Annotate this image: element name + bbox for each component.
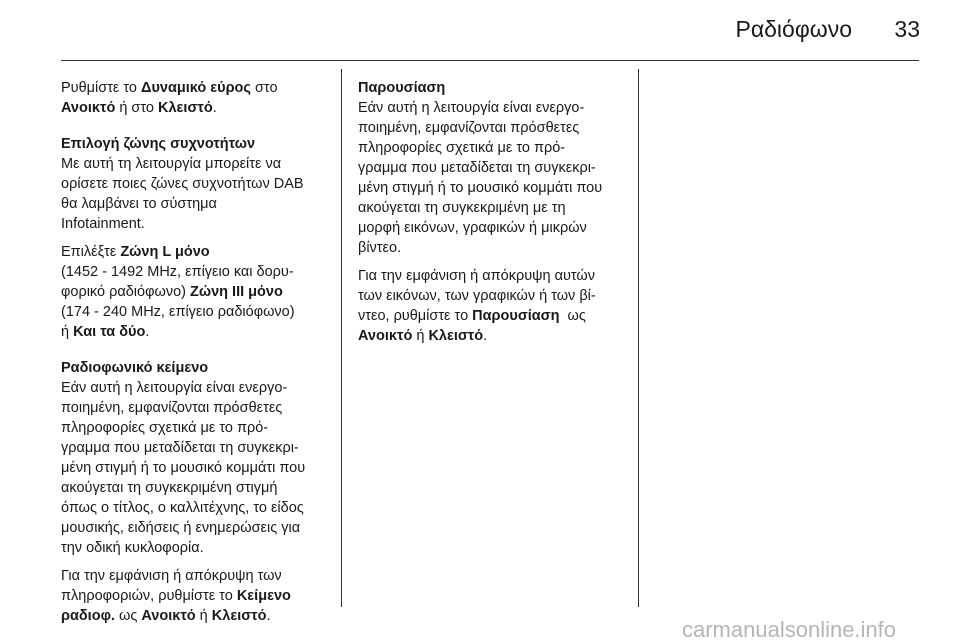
radio-text-section: [61, 358, 333, 558]
option-on: Ανοικτό: [358, 328, 413, 344]
section-heading-band-selection: Επιλογή ζώνης συχνοτήτων: [61, 136, 256, 152]
text-line: Infotainment.: [61, 216, 145, 232]
option-on: Ανοικτό: [141, 608, 196, 624]
text-line: (1452 - 1492 MHz, επίγειο και δορυ-: [61, 264, 294, 280]
dynamic-range-paragraph: [61, 78, 333, 118]
text-line: γραμμα που μεταδίδεται τη συγκεκρι-: [358, 160, 596, 176]
page-header: [0, 0, 960, 64]
text: πληροφοριών, ρυθμίστε το: [61, 588, 237, 604]
page-number: 33: [894, 16, 920, 42]
text: ως: [114, 608, 142, 624]
setting-dynamic-range: Δυναμικό εύρος: [141, 80, 251, 96]
text-line: ποιημένη, εμφανίζονται πρόσθετες: [61, 400, 283, 416]
text: στο: [250, 80, 278, 96]
setting-radio-text: Κείμενο: [236, 588, 291, 604]
text: ή: [412, 328, 429, 344]
text: .: [145, 324, 150, 340]
watermark: carmanualsonline.info: [682, 617, 897, 642]
option-on: Ανοικτό: [61, 100, 116, 116]
radio-text-toggle-paragraph: [61, 566, 333, 626]
text: ή: [61, 324, 74, 340]
setting-slideshow: Παρουσίαση: [472, 308, 560, 324]
band-selection-section: [61, 134, 333, 234]
text-line: θα λαμβάνει το σύστημα: [61, 196, 217, 212]
section-heading-slideshow: Παρουσίαση: [358, 80, 446, 96]
text-line: των εικόνων, των γραφικών ή των βί-: [358, 288, 596, 304]
option-both: Και τα δύο: [73, 324, 146, 340]
setting-radio-text-cont: ραδιοφ.: [61, 608, 115, 624]
text-line: (174 - 240 MHz, επίγειο ραδιόφωνο): [61, 304, 295, 320]
option-off: Κλειστό: [428, 328, 484, 344]
text-line: μένη στιγμή ή το μουσικό κομμάτι που: [358, 180, 603, 196]
text: .: [212, 100, 217, 116]
text: .: [266, 608, 271, 624]
option-band-iii-only: Ζώνη ΙΙΙ μόνο: [190, 284, 283, 300]
text-line: Για την εμφάνιση ή απόκρυψη των: [61, 568, 282, 584]
text-line: Εάν αυτή η λειτουργία είναι ενεργο-: [61, 380, 288, 396]
section-heading-radio-text: Ραδιοφωνικό κείμενο: [61, 360, 209, 376]
text: Επιλέξτε: [61, 244, 121, 260]
option-off: Κλειστό: [211, 608, 267, 624]
text-line: Με αυτή τη λειτουργία μπορείτε να: [61, 156, 282, 172]
slideshow-section: [358, 78, 630, 258]
column-divider-left: [341, 69, 342, 607]
column-middle: [358, 78, 630, 354]
text-line: γραμμα που μεταδίδεται τη συγκεκρι-: [61, 440, 299, 456]
text-line: ακούγεται τη συγκεκριμένη στιγμή: [61, 480, 278, 496]
text-line: όπως ο τίτλος, ο καλλιτέχνης, το είδος: [61, 500, 304, 516]
text-line: μορφή εικόνων, γραφικών ή μικρών: [358, 220, 587, 236]
text: φορικό ραδιόφωνο): [61, 284, 190, 300]
text-line: Εάν αυτή η λειτουργία είναι ενεργο-: [358, 100, 585, 116]
text: Ρυθμίστε το: [61, 80, 142, 96]
page-title: Ραδιόφωνο: [735, 16, 852, 42]
header-divider: [61, 60, 919, 61]
column-left: [61, 78, 333, 634]
slideshow-toggle-paragraph: [358, 266, 630, 346]
column-divider-right: [638, 69, 639, 607]
text-line: Για την εμφάνιση ή απόκρυψη αυτών: [358, 268, 595, 284]
text-line: μένη στιγμή ή το μουσικό κομμάτι που: [61, 460, 306, 476]
text-line: την οδική κυκλοφορία.: [61, 540, 204, 556]
text-line: πληροφορίες σχετικά με το πρό-: [358, 140, 566, 156]
text-line: ποιημένη, εμφανίζονται πρόσθετες: [358, 120, 580, 136]
option-l-band-only: Ζώνη L μόνο: [120, 244, 210, 260]
text: ντεο, ρυθμίστε το: [358, 308, 473, 324]
text-line: ακούγεται τη συγκεκριμένη με τη: [358, 200, 566, 216]
text: ή στο: [115, 100, 158, 116]
text-line: ορίσετε ποιες ζώνες συχνοτήτων DAB: [61, 176, 304, 192]
text: ως: [559, 308, 586, 324]
text: .: [483, 328, 488, 344]
band-options-paragraph: [61, 242, 333, 342]
text: ή: [195, 608, 212, 624]
option-off: Κλειστό: [158, 100, 213, 116]
text-line: πληροφορίες σχετικά με το πρό-: [61, 420, 269, 436]
text-line: βίντεο.: [358, 240, 402, 256]
text-line: μουσικής, ειδήσεις ή ενημερώσεις για: [61, 520, 301, 536]
